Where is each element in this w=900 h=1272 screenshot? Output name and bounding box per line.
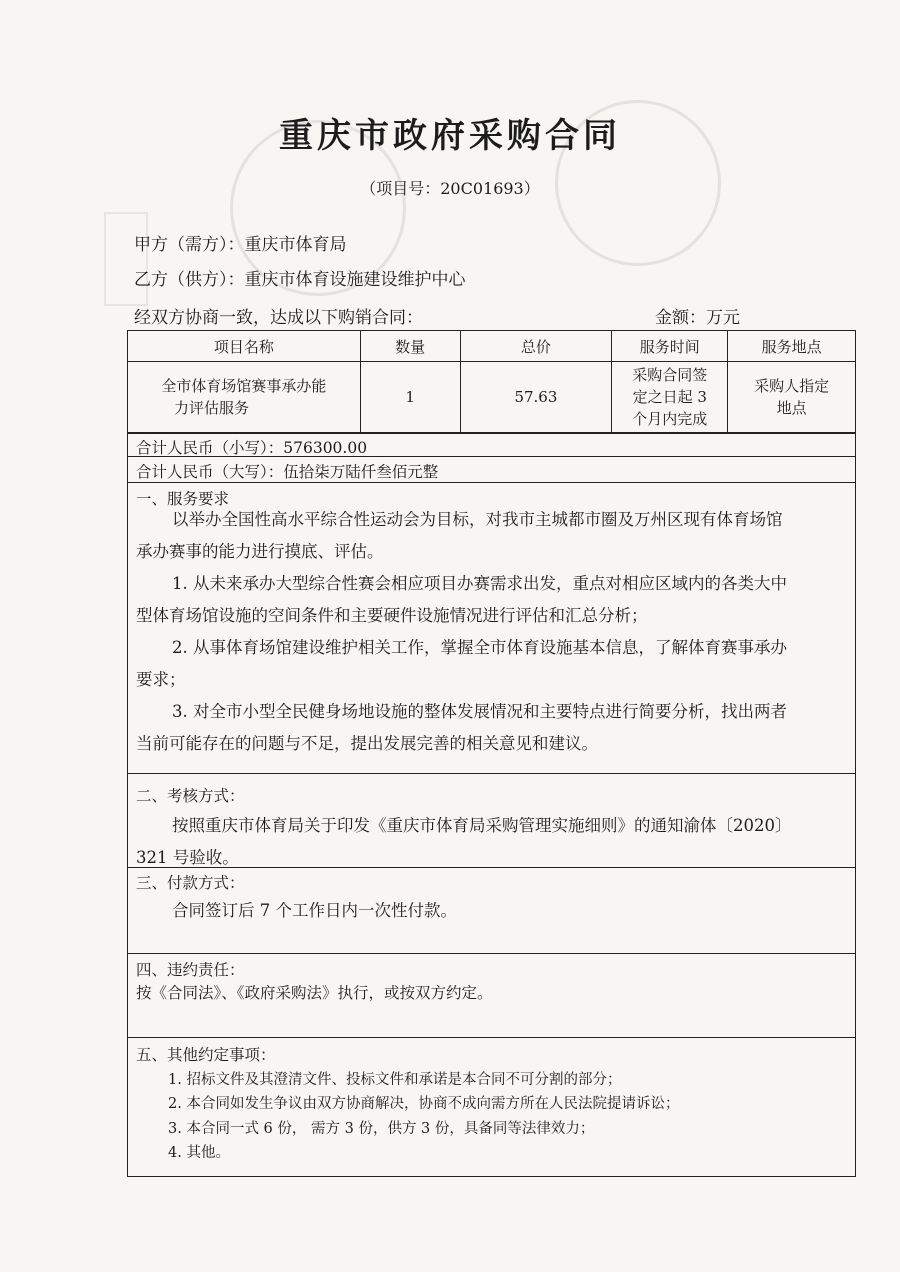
service-location-line: 地点 — [776, 399, 807, 417]
section-payment — [127, 867, 856, 954]
party-b: 乙方（供方）：重庆市体育设施建设维护中心 — [134, 270, 466, 290]
other-term-item: 4. 其他。 — [168, 1145, 230, 1161]
other-term-item: 2. 本合同如发生争议由双方协商解决，协商不成向需方所在人民法院提请诉讼； — [168, 1096, 680, 1112]
header-service-location: 服务地点 — [728, 331, 856, 362]
service-time-line: 个月内完成 — [632, 410, 708, 428]
items-table — [127, 330, 856, 433]
total-large-row — [127, 456, 856, 483]
paragraph-line: 型体育场馆设施的空间条件和主要硬件设施情况进行评估和汇总分析； — [136, 606, 648, 625]
paragraph-line: 要求； — [136, 670, 186, 689]
paragraph-line: 2. 从事体育场馆建设维护相关工作，掌握全市体育设施基本信息，了解体育赛事承办 — [172, 638, 787, 657]
total-large-text: 合计人民币（大写）：伍拾柒万陆仟叁佰元整 — [136, 463, 439, 481]
other-term-item: 3. 本合同一式 6 份， 需方 3 份，供方 3 份，具备同等法律效力； — [168, 1121, 595, 1137]
service-paragraph-3 — [136, 632, 848, 696]
payment-paragraph: 合同签订后 7 个工作日内一次性付款。 — [172, 901, 457, 920]
cell-item-name — [128, 362, 361, 433]
service-paragraph-4 — [136, 696, 848, 760]
section-liability — [127, 953, 856, 1038]
header-total-price: 总价 — [460, 331, 612, 362]
cell-service-time — [612, 362, 728, 433]
paragraph-line: 按照重庆市体育局关于印发《重庆市体育局采购管理实施细则》的通知渝体〔2020〕 — [172, 816, 792, 835]
service-time-line: 定之日起 3 — [632, 388, 707, 406]
header-item-name: 项目名称 — [128, 331, 361, 362]
paragraph-line: 3. 对全市小型全民健身场地设施的整体发展情况和主要特点进行简要分析，找出两者 — [172, 702, 787, 721]
header-quantity: 数量 — [360, 331, 460, 362]
page-title: 重庆市政府采购合同 — [279, 116, 621, 156]
service-time-line: 采购合同签 — [632, 366, 708, 384]
cell-quantity: 1 — [360, 362, 460, 433]
party-a: 甲方（需方）：重庆市体育局 — [134, 235, 347, 255]
section-other-terms — [127, 1037, 856, 1177]
agreement-intro: 经双方协商一致，达成以下购销合同： — [134, 308, 423, 328]
section-heading: 二、考核方式： — [136, 787, 245, 805]
service-paragraph-2 — [136, 568, 848, 632]
section-service-requirements — [127, 482, 856, 774]
table-row — [128, 362, 856, 433]
section-assessment — [127, 773, 856, 868]
bleed-through-box — [104, 212, 148, 306]
other-term-item: 1. 招标文件及其澄清文件、投标文件和承诺是本合同不可分割的部分； — [168, 1072, 622, 1088]
section-heading: 一、服务要求 — [136, 490, 230, 508]
service-location-line: 采购人指定 — [754, 377, 830, 395]
item-name-line: 力评估服务 — [174, 399, 250, 417]
section-heading: 五、其他约定事项： — [136, 1046, 276, 1064]
cell-service-location — [728, 362, 856, 433]
total-small-row — [127, 433, 856, 457]
paragraph-line: 以举办全国性高水平综合性运动会为目标，对我市主城都市圈及万州区现有体育场馆 — [172, 510, 783, 529]
item-name-line: 全市体育场馆赛事承办能 — [161, 377, 327, 395]
header-service-time: 服务时间 — [612, 331, 728, 362]
total-small-text: 合计人民币（小写）：576300.00 — [136, 439, 368, 457]
section-heading: 四、违约责任： — [136, 961, 245, 979]
cell-total-price: 57.63 — [460, 362, 612, 433]
amount-unit-label: 金额：万元 — [655, 308, 740, 328]
section-heading: 三、付款方式： — [136, 874, 245, 892]
service-paragraph-1 — [136, 504, 848, 568]
liability-text: 按《合同法》、《政府采购法》执行，或按双方约定。 — [136, 984, 493, 1002]
items-table-header — [128, 331, 856, 362]
paragraph-line: 321 号验收。 — [136, 848, 239, 867]
paragraph-line: 当前可能存在的问题与不足，提出发展完善的相关意见和建议。 — [136, 734, 598, 753]
project-number: （项目号：20C01693） — [360, 179, 540, 198]
paragraph-line: 1. 从未来承办大型综合性赛会相应项目办赛需求出发，重点对相应区域内的各类大中 — [172, 574, 787, 593]
assessment-paragraph — [136, 810, 848, 874]
paragraph-line: 承办赛事的能力进行摸底、评估。 — [136, 542, 384, 561]
